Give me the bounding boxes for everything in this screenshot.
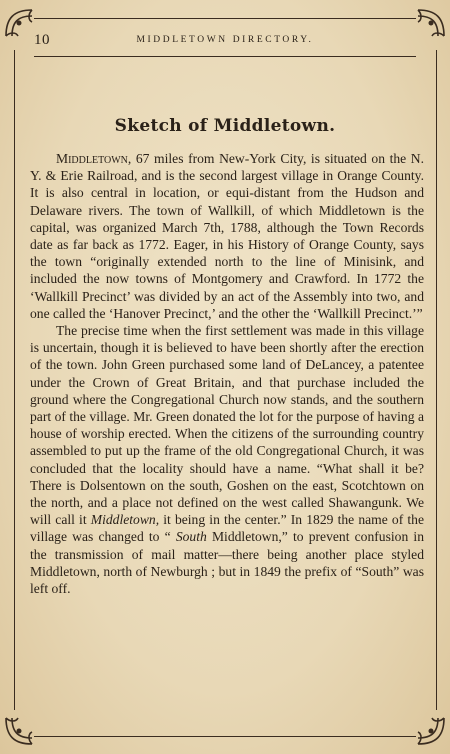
- paragraph-2-part-1: The precise time when the first settlement was made in this village is uncertain, though it is believed to have been shortly after the erection of the town. John Green purchased some land of DeLancey, a patentee under the Crown of Great Britain, and that purchase included the ground where the Congregational Church now stands, and the southern part of the village. Mr. Green donated the lot for the purpose of having a house of worship erected. When the citizens of the surrounding country assembled to put up the frame of the old Congregational Church, it was concluded that the locality should have a name. “What shall it be? There is Dolsentown on the south, Goshen on the east, Scotchtown on the north, and a place not defined on the west called Shawangunk. We will call it: [30, 323, 424, 528]
- paragraph-2: [30, 322, 424, 597]
- border-left-line: [14, 50, 15, 710]
- paragraph-2-italic-1: Middletown,: [90, 512, 160, 528]
- border-top-line: [34, 18, 416, 19]
- border-bottom-line: [34, 736, 416, 737]
- paragraph-2-part-3: Middletown,” to prevent confusion in the transmission of mail matter—there being another place styled Middletown, north of Newburgh ; but in 1849 the prefix of “South” was left off.: [30, 529, 424, 597]
- paragraph-2-part-2: it being in the center.” In 1829 the name of the village was changed to “: [30, 512, 424, 545]
- page-header: [0, 30, 450, 54]
- border-header-line: [34, 56, 416, 57]
- corner-ornament-bottom-left: [2, 714, 36, 748]
- paragraph-2-italic-2: South: [175, 529, 207, 545]
- body-text: [30, 150, 424, 597]
- corner-ornament-bottom-right: [414, 714, 448, 748]
- paragraph-1: [30, 150, 424, 322]
- running-head: MIDDLETOWN DIRECTORY.: [136, 35, 314, 45]
- border-right-line: [436, 50, 437, 710]
- paragraph-1-text: 67 miles from New-York City, is situated on the N. Y. & Erie Railroad, and is the second largest village in Orange County. It is also central in location, or equi-distant from the Hudson and Delaware rivers. The town of Wallkill, of which Middletown is the capital, was organized March 7th, 1788, although the Town Records date as far back as 1772. Eager, in his History of Orange County, says the town “originally extended north to the line of Minisink, and included the now towns of Montgomery and Crawford. In 1772 the ‘Wallkill Precinct’ was divided by an act of the Assembly into two, and one called the ‘Hanover Precinct,’ and the other the ‘Wallkill Precinct.’”: [30, 151, 424, 321]
- section-title: Sketch of Middletown.: [114, 116, 336, 136]
- page-number: 10: [34, 32, 50, 48]
- lead-word: Middletown,: [56, 151, 132, 166]
